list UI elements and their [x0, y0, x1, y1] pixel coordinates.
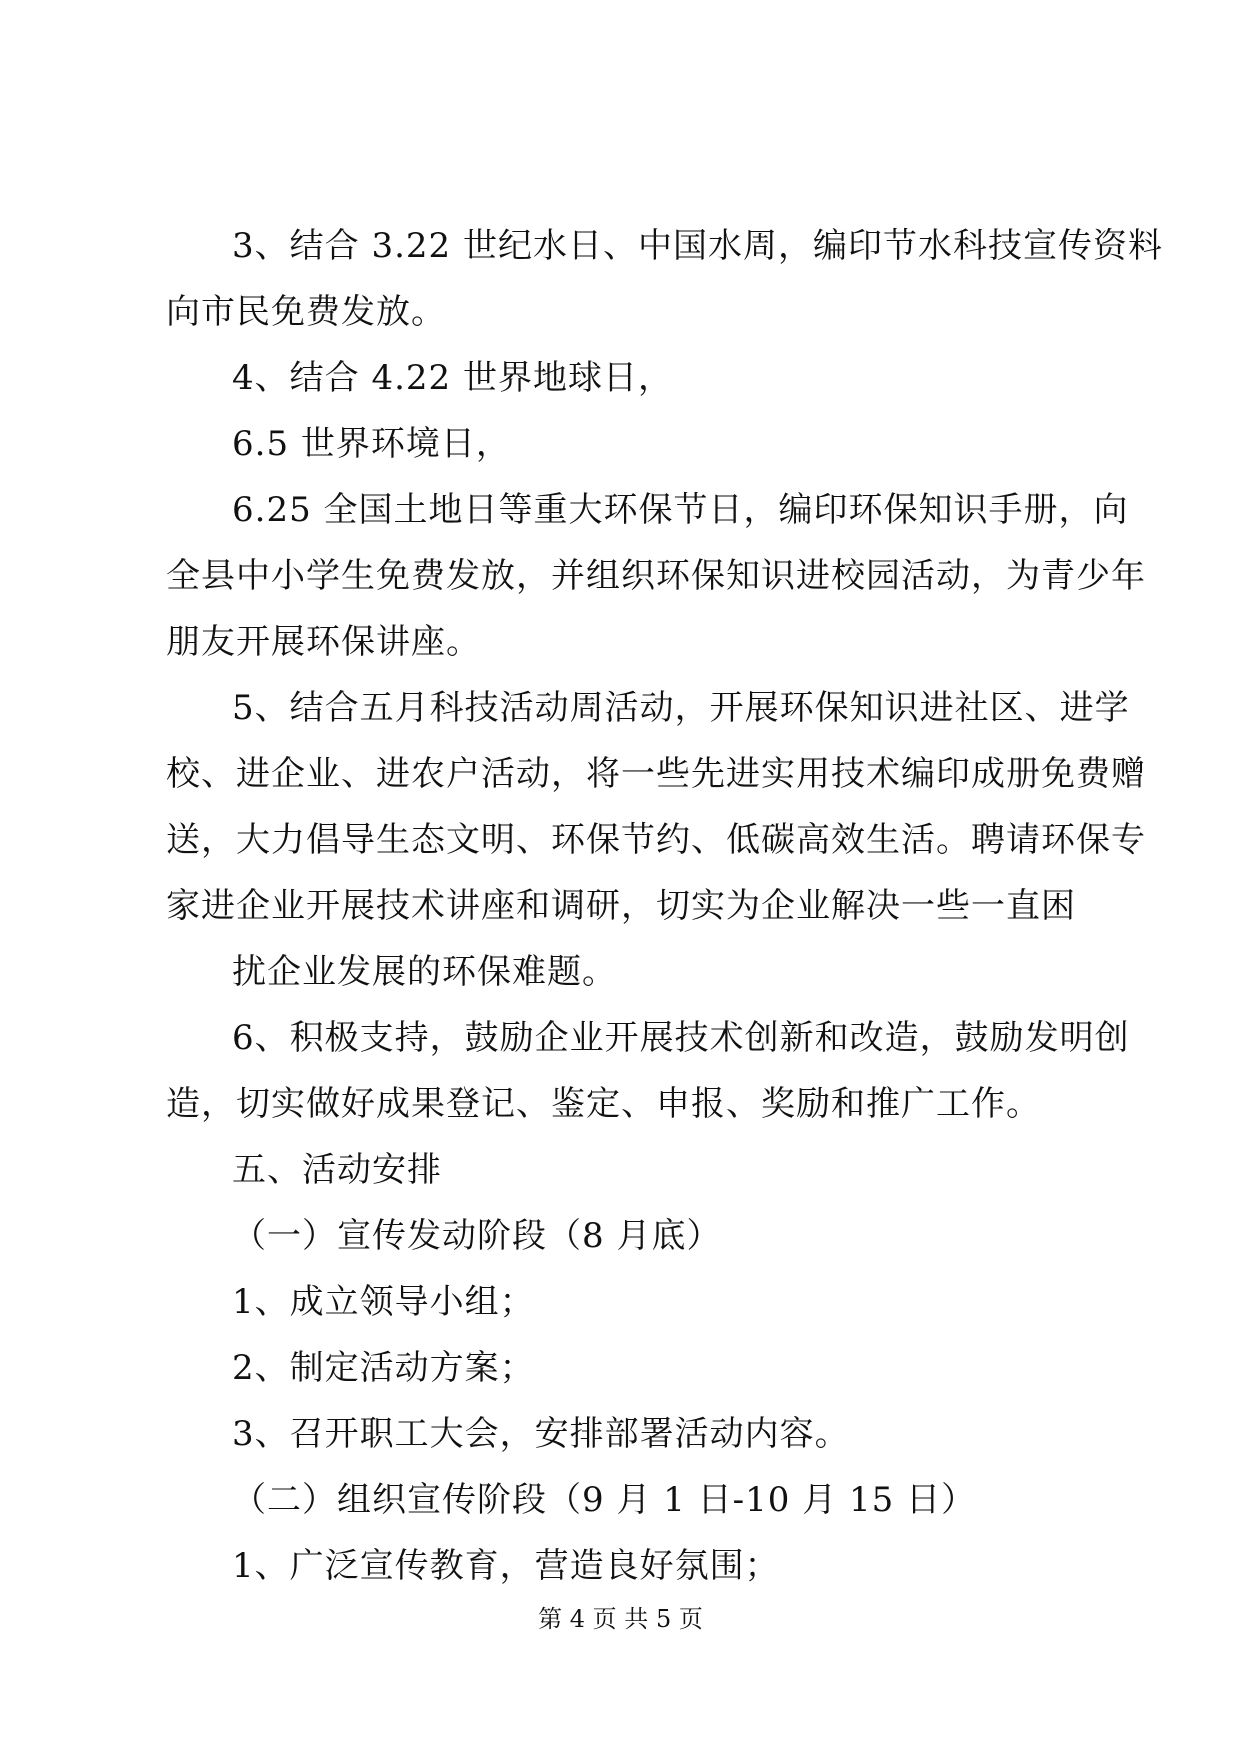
page-footer: 第 4 页 共 5 页: [538, 1605, 703, 1633]
section-heading: 五、活动安排: [232, 1150, 442, 1190]
text-line: 全县中小学生免费发放，并组织环保知识进校园活动，为青少年: [166, 556, 1146, 596]
text-line: 校、进企业、进农户活动，将一些先进实用技术编印成册免费赠: [166, 754, 1146, 794]
text-line: 朋友开展环保讲座。: [166, 622, 481, 662]
text-line: 造，切实做好成果登记、鉴定、申报、奖励和推广工作。: [166, 1084, 1041, 1124]
text-line: 扰企业发展的环保难题。: [232, 952, 617, 992]
text-line: 3、召开职工大会，安排部署活动内容。: [232, 1414, 850, 1454]
text-line: 1、广泛宣传教育，营造良好氛围；: [232, 1546, 780, 1586]
text-line: 送，大力倡导生态文明、环保节约、低碳高效生活。聘请环保专: [166, 820, 1146, 860]
text-line: 6、积极支持，鼓励企业开展技术创新和改造，鼓励发明创: [232, 1018, 1130, 1058]
text-line: 6.5 世界环境日，: [232, 424, 511, 464]
subsection-heading: （一）宣传发动阶段（8 月底）: [232, 1216, 722, 1256]
text-line: 4、结合 4.22 世界地球日，: [232, 358, 673, 398]
subsection-heading: （二）组织宣传阶段（9 月 1 日-10 月 15 日）: [232, 1480, 977, 1520]
text-line: 5、结合五月科技活动周活动，开展环保知识进社区、进学: [232, 688, 1130, 728]
text-line: 向市民免费发放。: [166, 292, 446, 332]
text-line: 1、成立领导小组；: [232, 1282, 535, 1322]
text-line: 3、结合 3.22 世纪水日、中国水周，编印节水科技宣传资料: [232, 226, 1163, 266]
text-line: 2、制定活动方案；: [232, 1348, 535, 1388]
text-line: 家进企业开展技术讲座和调研，切实为企业解决一些一直困: [166, 886, 1076, 926]
text-line: 6.25 全国土地日等重大环保节日，编印环保知识手册，向: [232, 490, 1129, 530]
